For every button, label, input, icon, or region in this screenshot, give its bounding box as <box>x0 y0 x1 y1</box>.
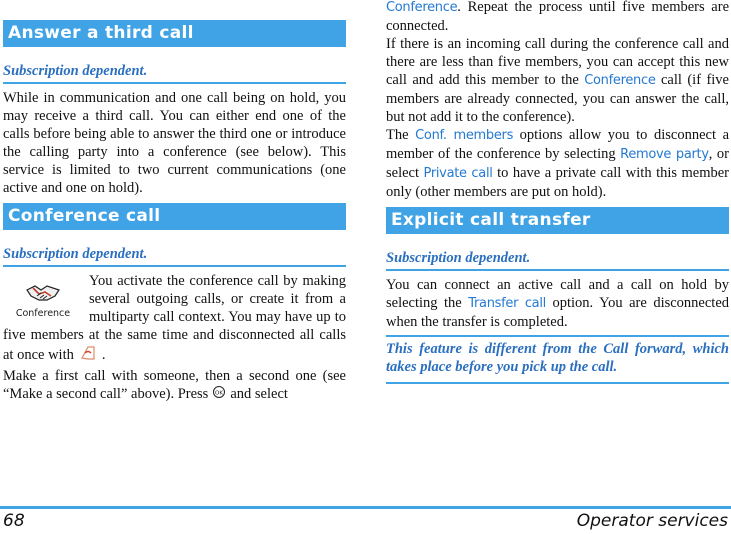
transfer-paragraph <box>386 276 729 331</box>
conference-p2-text: Make a first call with someone, then a second one (see “Make a second call” above). Press <box>3 368 346 402</box>
ok-key-icon <box>212 385 226 404</box>
conference-continued-text: . Repeat the process until five members are connected. <box>386 0 729 34</box>
conference-paragraph-2 <box>3 367 346 404</box>
third-call-body: While in communication and one call being on hold, you may receive a third call. You can either end one of the calls before being able to answer the third one or introduce the calling party into a conference (see below). This service is limited to two current communications (one active and one on hold). <box>3 90 346 196</box>
handshake-icon <box>25 278 61 308</box>
page-number: 68 <box>3 511 25 531</box>
conference-p1-end: . <box>101 346 106 363</box>
subtitle-transfer: Subscription dependent. <box>386 247 729 271</box>
conf-members-text-d: to have a private call with this member only (other members are put on hold). <box>386 165 730 200</box>
subtitle-third-call: Subscription dependent. <box>3 60 346 84</box>
conference-illustration <box>3 278 83 326</box>
left-column <box>3 0 346 404</box>
transfer-note: This feature is different from the Call forward, which takes place before you pick up the call. <box>386 335 729 384</box>
hang-up-key-icon <box>78 344 98 367</box>
conf-members-text-c: , or select <box>386 146 729 181</box>
subtitle-conference: Subscription dependent. <box>3 243 346 267</box>
keyword-conference-2: Conference <box>584 73 656 88</box>
conference-p2-end: and select <box>230 386 288 402</box>
footer-rule <box>0 506 731 509</box>
keyword-conference: Conference <box>386 0 458 15</box>
keyword-private-call: Private call <box>423 166 493 181</box>
keyword-conf-members: Conf. members <box>415 128 514 143</box>
keyword-remove-party: Remove party <box>620 147 709 162</box>
transfer-text-b: option. You are disconnected when the transfer is completed. <box>386 295 730 330</box>
incoming-call-text: If there is an incoming call during the conference call and there are less than five members, you can accept this new call and add this member to the <box>386 36 729 88</box>
heading-explicit-call-transfer: Explicit call transfer <box>386 207 729 234</box>
conference-p1-text: You activate the conference call by making several outgoing calls, or create it from a multiparty call context. You may have up to five members at the same time and disconnected all calls at once with <box>3 273 346 363</box>
right-column <box>386 0 729 384</box>
heading-answer-third-call: Answer a third call <box>3 20 346 47</box>
conference-section-body <box>3 272 346 404</box>
transfer-text-a: You can connect an active call and a call on hold by selecting the <box>386 277 729 311</box>
conf-members-paragraph <box>386 126 729 201</box>
keyword-transfer-call: Transfer call <box>468 296 546 311</box>
conf-members-text-a: The <box>386 127 409 143</box>
section-title: Operator services <box>576 511 728 531</box>
conf-members-text-b: options allow you to disconnect a member of the conference by selecting <box>386 127 730 162</box>
conference-icon-caption: Conference <box>15 308 71 319</box>
conference-continued-1 <box>386 0 729 35</box>
heading-conference-call: Conference call <box>3 203 346 230</box>
conference-continued-2 <box>386 35 729 126</box>
svg-text:OK: OK <box>215 390 224 397</box>
incoming-call-text-end: call (if five members are already connected, you can answer the call, but not add it to the conference). <box>386 72 729 125</box>
